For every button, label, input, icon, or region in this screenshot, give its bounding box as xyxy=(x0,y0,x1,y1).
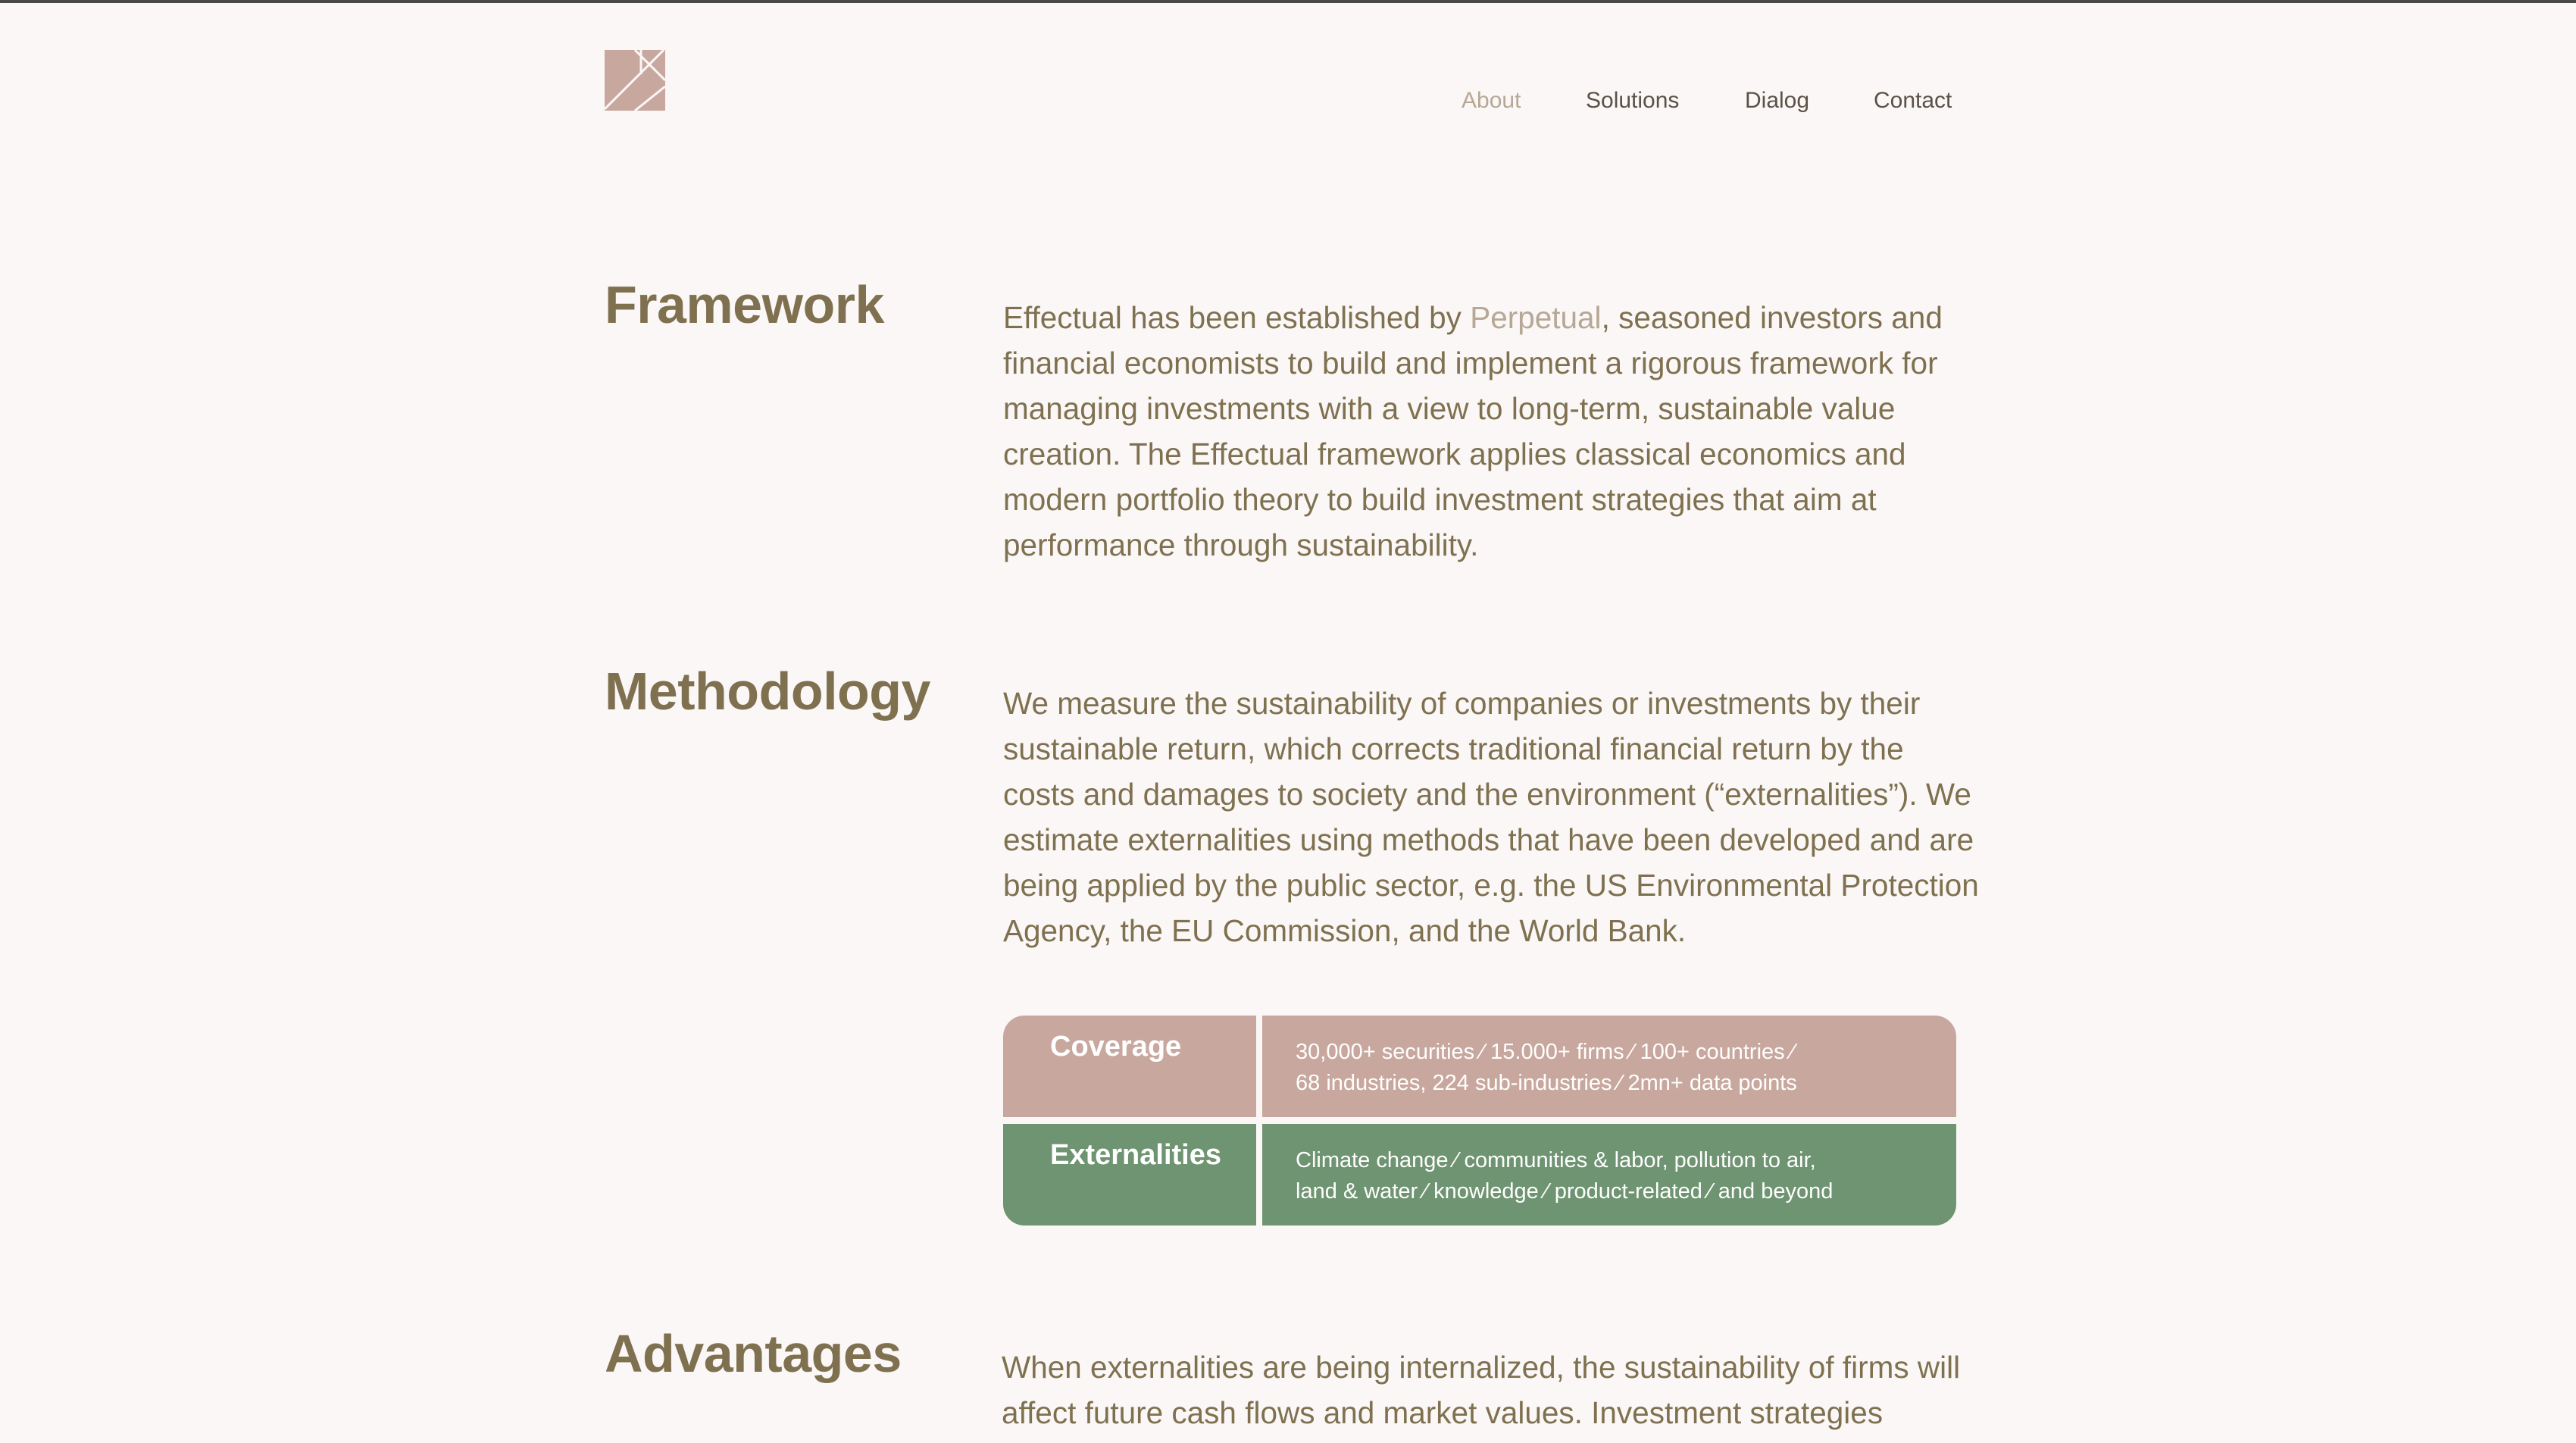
methodology-text: We measure the sustainability of companies or investments by their sustainable return, which corrects traditional financial return by the costs and damages to society and the environment (“externalities”). We estimate externalities using methods that have been developed and are being applied by the public sector, e.g. the US Environmental Protection Agency, the EU Commission, and the World Bank. xyxy=(1003,686,1979,948)
coverage-label: Coverage xyxy=(1003,1016,1256,1117)
framework-title: Framework xyxy=(605,275,884,334)
advantages-title: Advantages xyxy=(605,1324,902,1383)
externalities-label: Externalities xyxy=(1003,1124,1256,1225)
externalities-line-2: land & water ⁄ knowledge ⁄ product-related ⁄ and beyond xyxy=(1296,1179,1834,1204)
perpetual-link[interactable]: Perpetual xyxy=(1470,300,1602,335)
framework-text-start: Effectual has been established by xyxy=(1003,300,1471,335)
nav-about[interactable]: About xyxy=(1462,88,1521,113)
externalities-value xyxy=(1262,1124,1956,1225)
nav-solutions[interactable]: Solutions xyxy=(1586,88,1680,113)
methodology-title: Methodology xyxy=(605,662,930,721)
externalities-line-1: Climate change ⁄ communities & labor, pollution to air, xyxy=(1296,1148,1816,1172)
framework-text-end: , seasoned investors and financial economists to build and implement a rigorous framework for managing investments with a view to long-term, sustainable value creation. The Effectual framework applies classical economics and modern portfolio theory to build investment strategies that aim at performance through sustainability. xyxy=(1003,300,1943,562)
advantages-text: When externalities are being internalized, the sustainability of firms will affect future cash flows and market values. Investment strategies xyxy=(1002,1350,1961,1430)
externalities-row xyxy=(1003,1124,1956,1225)
coverage-line-2: 68 industries, 224 sub-industries ⁄ 2mn+ data points xyxy=(1296,1071,1797,1095)
nav-dialog[interactable]: Dialog xyxy=(1745,88,1810,113)
main-nav xyxy=(0,88,2576,126)
framework-text xyxy=(1003,295,1980,568)
coverage-row xyxy=(1003,1016,1956,1117)
coverage-line-1: 30,000+ securities ⁄ 15.000+ firms ⁄ 100+ countries ⁄ xyxy=(1296,1040,1795,1064)
nav-contact[interactable]: Contact xyxy=(1874,88,1952,113)
coverage-value xyxy=(1262,1016,1956,1117)
